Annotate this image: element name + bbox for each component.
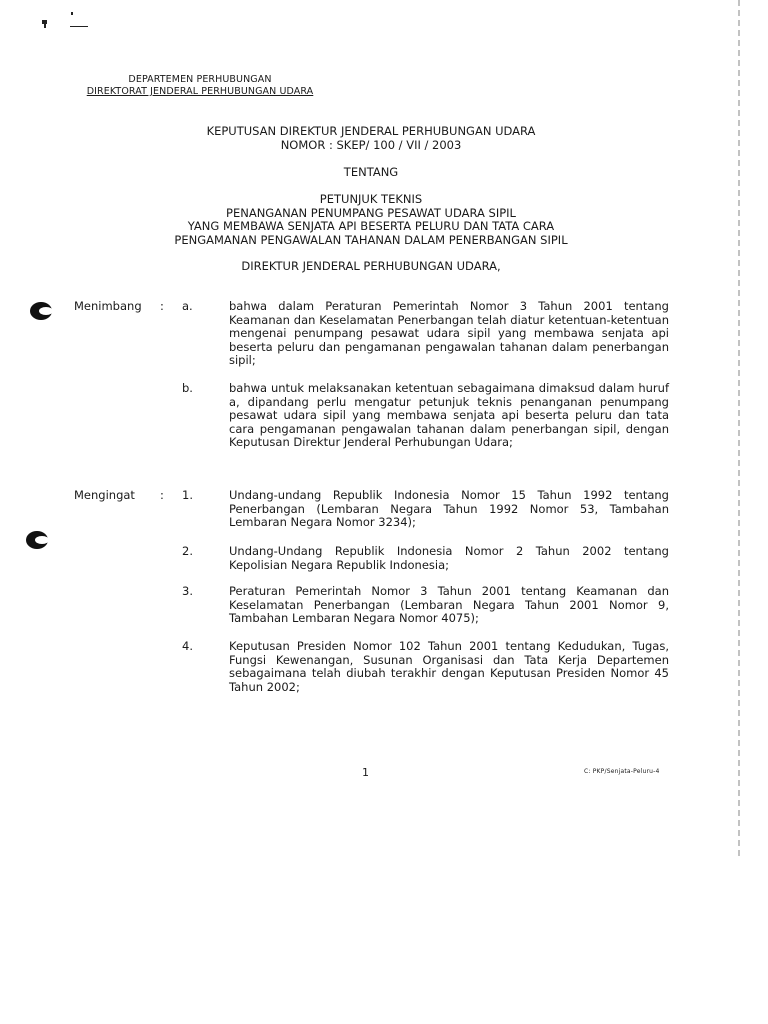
subject-line: YANG MEMBAWA SENJATA API BESERTA PELURU DAN TATA CARA — [187, 219, 555, 233]
scan-speck — [70, 26, 88, 27]
decree-number: NOMOR : SKEP/ 100 / VII / 2003 — [280, 137, 462, 152]
consideration-text: bahwa dalam Peraturan Pemerintah Nomor 3 Tahun 2001 tentang Keamanan dan Keselamatan Penerbangan telah diatur ketentuan-ketentuan mengenai penumpang pesawat udara sipil yang membawa senjata api beserta peluru dan pengamanan pengawalan tahanan dalam penerbangan sipil; — [229, 299, 669, 368]
section-label-menimbang: Menimbang — [74, 299, 142, 313]
subject-line: PENGAMANAN PENGAWALAN TAHANAN DALAM PENERBANGAN SIPIL — [174, 232, 568, 247]
document-code: C: PKP/Senjata-Peluru-4 — [584, 768, 660, 775]
item-marker: 2. — [182, 544, 193, 558]
decree-title — [140, 125, 602, 152]
tentang-heading: TENTANG — [343, 165, 399, 179]
item-marker: b. — [182, 381, 193, 395]
legal-basis-text: Undang-undang Republik Indonesia Nomor 15 Tahun 1992 tentang Penerbangan (Lembaran Negara Tahun 1992 Nomor 53, Tambahan Lembaran Negara Nomor 3234); — [229, 488, 669, 530]
legal-basis-text: Undang-Undang Republik Indonesia Nomor 2 Tahun 2002 tentang Kepolisian Negara Republik Indonesia; — [229, 544, 669, 572]
subject-line: PETUNJUK TEKNIS — [319, 192, 423, 206]
section-label-mengingat: Mengingat — [74, 488, 135, 502]
decree-subject — [140, 193, 602, 247]
scan-speck — [71, 12, 73, 15]
item-marker: 1. — [182, 488, 193, 502]
section-colon: : — [160, 299, 164, 313]
scan-edge — [738, 0, 740, 860]
punch-hole-icon — [26, 531, 48, 549]
decree-heading: KEPUTUSAN DIREKTUR JENDERAL PERHUBUNGAN UDARA — [206, 124, 536, 138]
legal-basis-text: Peraturan Pemerintah Nomor 3 Tahun 2001 tentang Keamanan dan Keselamatan Penerbangan (Lembaran Negara Tahun 2001 Nomor 9, Tambahan Lembaran Negara Nomor 4075); — [229, 584, 669, 626]
issuer-line: DIREKTUR JENDERAL PERHUBUNGAN UDARA, — [241, 259, 501, 273]
directorate-name: DIREKTORAT JENDERAL PERHUBUNGAN UDARA — [86, 86, 314, 97]
item-marker: 3. — [182, 584, 193, 598]
scan-speck — [44, 22, 46, 28]
consideration-text: bahwa untuk melaksanakan ketentuan sebagaimana dimaksud dalam huruf a, dipandang perlu mengatur petunjuk teknis penanganan penumpang pesawat udara sipil yang membawa senjata api beserta peluru dan tata cara pengamanan pengawalan tahanan dalam penerbangan sipil, dengan Keputusan Direktur Jenderal Perhubungan Udara; — [229, 381, 669, 450]
item-marker: 4. — [182, 639, 193, 653]
ministry-header — [78, 74, 322, 98]
item-marker: a. — [182, 299, 193, 313]
page-number: 1 — [362, 766, 369, 779]
ministry-name: DEPARTEMEN PERHUBUNGAN — [128, 74, 272, 85]
punch-hole-icon — [30, 302, 52, 320]
legal-basis-text: Keputusan Presiden Nomor 102 Tahun 2001 tentang Kedudukan, Tugas, Fungsi Kewenangan, Susunan Organisasi dan Tata Kerja Departemen sebagaimana telah diubah terakhir dengan Keputusan Presiden Nomor 45 Tahun 2002; — [229, 639, 669, 694]
subject-line: PENANGANAN PENUMPANG PESAWAT UDARA SIPIL — [226, 205, 516, 220]
section-colon: : — [160, 488, 164, 502]
